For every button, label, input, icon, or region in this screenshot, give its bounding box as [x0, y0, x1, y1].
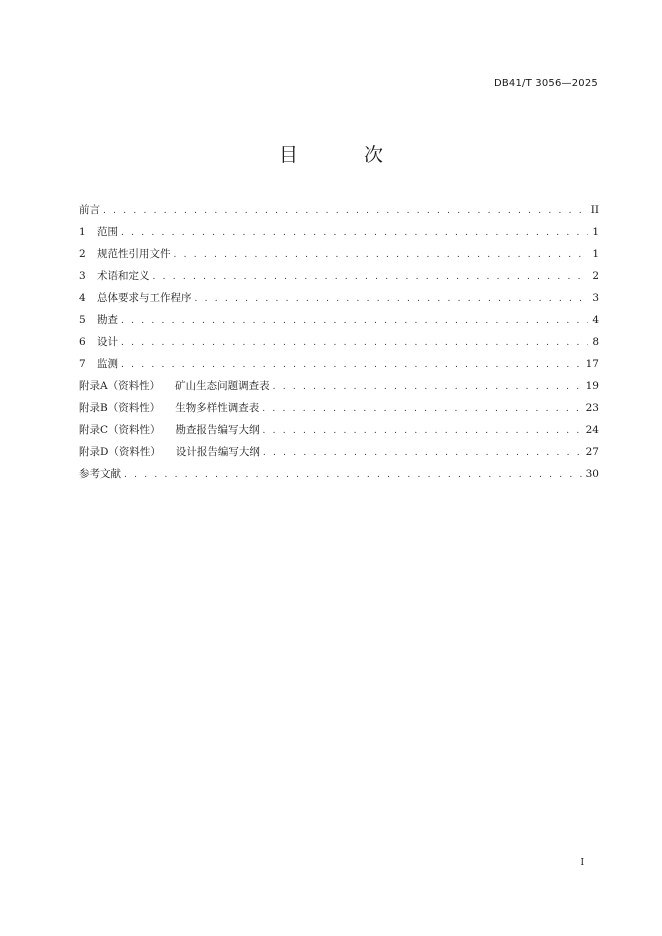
toc-label	[79, 331, 121, 353]
toc-title: 前言	[79, 204, 100, 216]
document-code: DB41/T 3056—2025	[493, 78, 598, 89]
dot-leader	[273, 376, 582, 398]
dot-leader	[121, 222, 588, 244]
section-number: 5	[79, 314, 86, 326]
appendix-title: 生物多样性调查表	[175, 402, 260, 414]
table-of-contents	[79, 199, 599, 485]
toc-entry-foreword[interactable]	[79, 199, 599, 221]
toc-page-number: 24	[585, 424, 599, 436]
footer-page-number: I	[580, 858, 584, 868]
appendix-title: 矿山生态问题调查表	[175, 380, 270, 392]
toc-page-number: 17	[585, 358, 599, 370]
section-number: 2	[79, 248, 86, 260]
appendix-label: 附录C（资料性）	[79, 424, 161, 436]
toc-title: 范围	[97, 226, 118, 238]
toc-title: 规范性引用文件	[97, 248, 171, 260]
dot-leader	[103, 200, 587, 222]
toc-entry-scope[interactable]	[79, 221, 599, 243]
appendix-label: 附录D（资料性）	[79, 446, 161, 458]
page-title: 目 次	[278, 144, 414, 166]
toc-entry-appendix-a[interactable]	[79, 375, 599, 397]
toc-entry-design[interactable]	[79, 331, 599, 353]
toc-label	[79, 375, 273, 397]
toc-page-number: 27	[585, 446, 599, 458]
toc-title: 术语和定义	[97, 270, 150, 282]
toc-page-number: II	[590, 204, 599, 216]
toc-entry-appendix-b[interactable]	[79, 397, 599, 419]
toc-page-number: 2	[592, 270, 599, 282]
appendix-title: 设计报告编写大纲	[175, 446, 260, 458]
toc-page-number: 30	[585, 468, 599, 480]
appendix-label: 附录B（资料性）	[79, 402, 161, 414]
dot-leader	[262, 398, 581, 420]
toc-label	[79, 221, 121, 243]
dot-leader	[121, 354, 582, 376]
dot-leader	[124, 464, 582, 486]
toc-page-number: 3	[592, 292, 599, 304]
toc-label	[79, 353, 121, 375]
dot-leader	[121, 332, 588, 354]
appendix-label: 附录A（资料性）	[79, 380, 161, 392]
toc-entry-terms-definitions[interactable]	[79, 265, 599, 287]
toc-entry-general-requirements[interactable]	[79, 287, 599, 309]
toc-label	[79, 287, 195, 309]
dot-leader	[263, 420, 582, 442]
toc-page-number: 1	[592, 248, 599, 260]
toc-entry-appendix-c[interactable]	[79, 419, 599, 441]
toc-title: 设计	[97, 336, 118, 348]
section-number: 6	[79, 336, 86, 348]
toc-entry-normative-references[interactable]	[79, 243, 599, 265]
toc-label	[79, 265, 153, 287]
dot-leader	[195, 288, 589, 310]
toc-label	[79, 397, 262, 419]
toc-page-number: 23	[585, 402, 599, 414]
toc-title: 参考文献	[79, 468, 121, 480]
toc-page-number: 4	[592, 314, 599, 326]
toc-title: 总体要求与工作程序	[97, 292, 192, 304]
section-number: 3	[79, 270, 86, 282]
toc-title: 监测	[97, 358, 118, 370]
toc-label	[79, 463, 124, 485]
toc-label	[79, 243, 174, 265]
dot-leader	[174, 244, 589, 266]
toc-entry-monitoring[interactable]	[79, 353, 599, 375]
dot-leader	[263, 442, 582, 464]
toc-page-number: 8	[592, 336, 599, 348]
section-number: 1	[79, 226, 86, 238]
section-number: 7	[79, 358, 86, 370]
toc-page-number: 19	[585, 380, 599, 392]
toc-label	[79, 309, 121, 331]
appendix-title: 勘查报告编写大纲	[175, 424, 260, 436]
toc-entry-appendix-d[interactable]	[79, 441, 599, 463]
toc-page-number: 1	[592, 226, 599, 238]
toc-entry-survey[interactable]	[79, 309, 599, 331]
toc-label	[79, 441, 263, 463]
dot-leader	[153, 266, 589, 288]
dot-leader	[121, 310, 588, 332]
section-number: 4	[79, 292, 86, 304]
toc-label	[79, 199, 103, 221]
toc-label	[79, 419, 263, 441]
toc-title: 勘查	[97, 314, 118, 326]
toc-entry-bibliography[interactable]	[79, 463, 599, 485]
